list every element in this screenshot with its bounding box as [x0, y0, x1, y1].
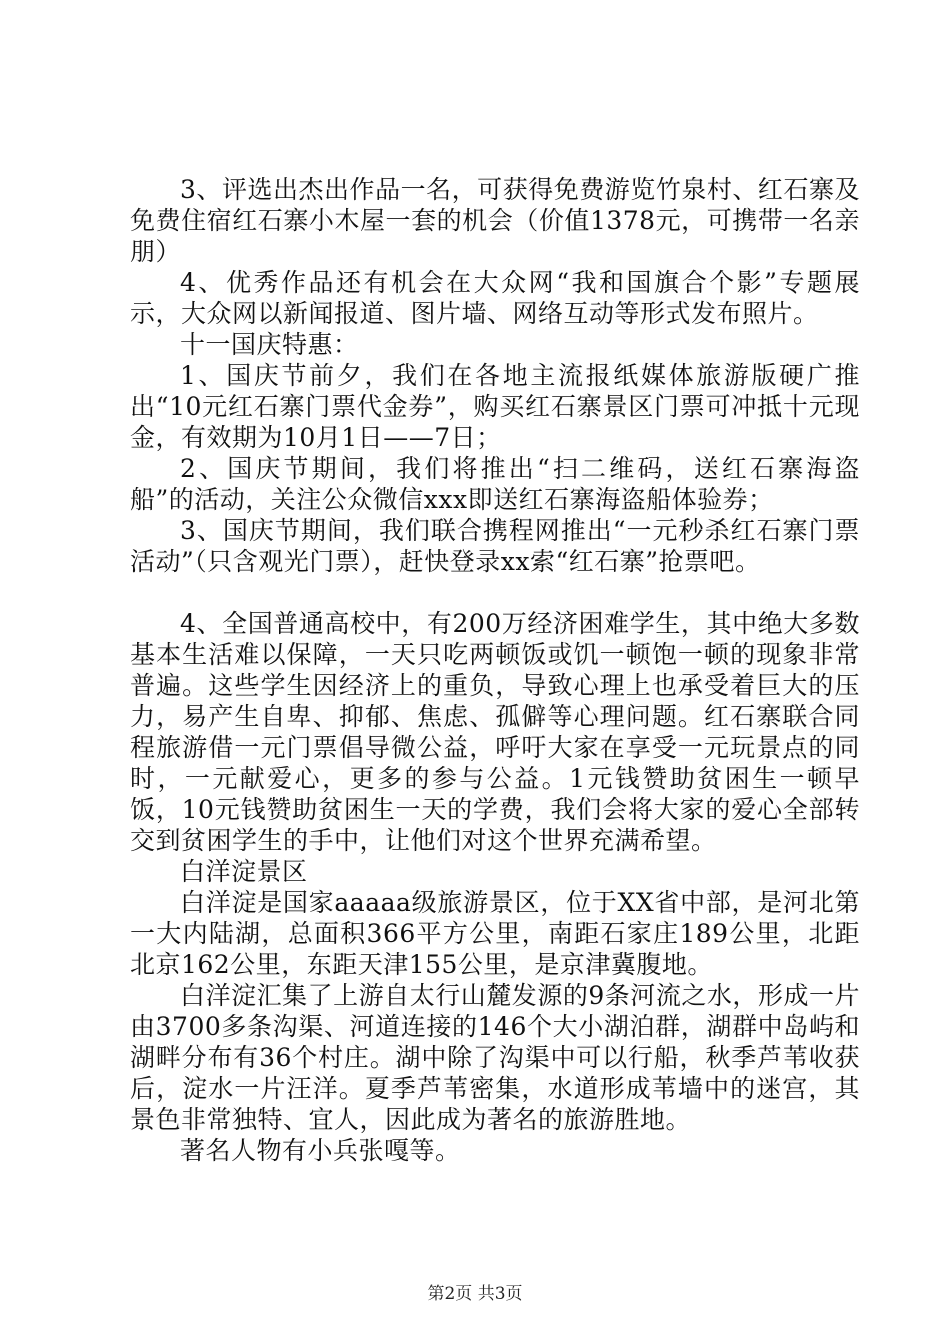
- paragraph-voucher: 1、国庆节前夕，我们在各地主流报纸媒体旅游版硬广推出“10元红石寨门票代金券”，购买红石寨景区门票可冲抵十元现金，有效期为10月1日——7日；: [130, 361, 860, 452]
- paragraph-baiyangdian-lakes: 白洋淀汇集了上游自太行山麓发源的9条河流之水，形成一片由3700多条沟渠、河道连接的146个大小湖泊群，湖群中岛屿和湖畔分布有36个村庄。湖中除了沟渠中可以行船，秋季芦苇收获后，淀水一片汪洋。夏季芦苇密集，水道形成苇墙中的迷宫，其景色非常独特、宜人，因此成为著名的旅游胜地。: [130, 981, 860, 1134]
- section-heading-national-day: 十一国庆特惠：: [180, 330, 359, 359]
- paragraph-award-excellent: 4、优秀作品还有机会在大众网“我和国旗合个影”专题展示，大众网以新闻报道、图片墙、网络互动等形式发布照片。: [130, 268, 860, 328]
- section-heading-baiyangdian: 白洋淀景区: [180, 857, 308, 886]
- paragraph-award-outstanding: 3、评选出杰出作品一名，可获得免费游览竹泉村、红石寨及免费住宿红石寨小木屋一套的机会（价值1378元，可携带一名亲朋）: [130, 175, 860, 266]
- paragraph-spacer: [130, 577, 860, 608]
- paragraph-baiyangdian-intro: 白洋淀是国家aaaaa级旅游景区，位于XX省中部，是河北第一大内陆湖，总面积366平方公里，南距石家庄189公里，北距北京162公里，东距天津155公里，是京津冀腹地。: [130, 888, 860, 979]
- paragraph-famous-people: 著名人物有小兵张嘎等。: [180, 1136, 461, 1165]
- paragraph-qr-code: 2、国庆节期间，我们将推出“扫二维码，送红石寨海盗船”的活动，关注公众微信xxx即送红石寨海盗船体验券；: [130, 454, 860, 514]
- paragraph-charity: 4、全国普通高校中，有200万经济困难学生，其中绝大多数基本生活难以保障，一天只吃两顿饭或饥一顿饱一顿的现象非常普遍。这些学生因经济上的重负，导致心理上也承受着巨大的压力，易产生自卑、抑郁、焦虑、孤僻等心理问题。红石寨联合同程旅游借一元门票倡导微公益，呼吁大家在享受一元玩景点的同时，一元献爱心，更多的参与公益。1元钱赞助贫困生一顿早饭，10元钱赞助贫困生一天的学费，我们会将大家的爱心全部转交到贫困学生的手中，让他们对这个世界充满希望。: [130, 609, 860, 855]
- paragraph-flash-sale: 3、国庆节期间，我们联合携程网推出“一元秒杀红石寨门票活动”（只含观光门票），赶快登录xx索“红石寨”抢票吧。: [130, 516, 860, 576]
- document-body: [130, 174, 860, 1166]
- page-number-footer: 第2页 共3页: [427, 1284, 523, 1304]
